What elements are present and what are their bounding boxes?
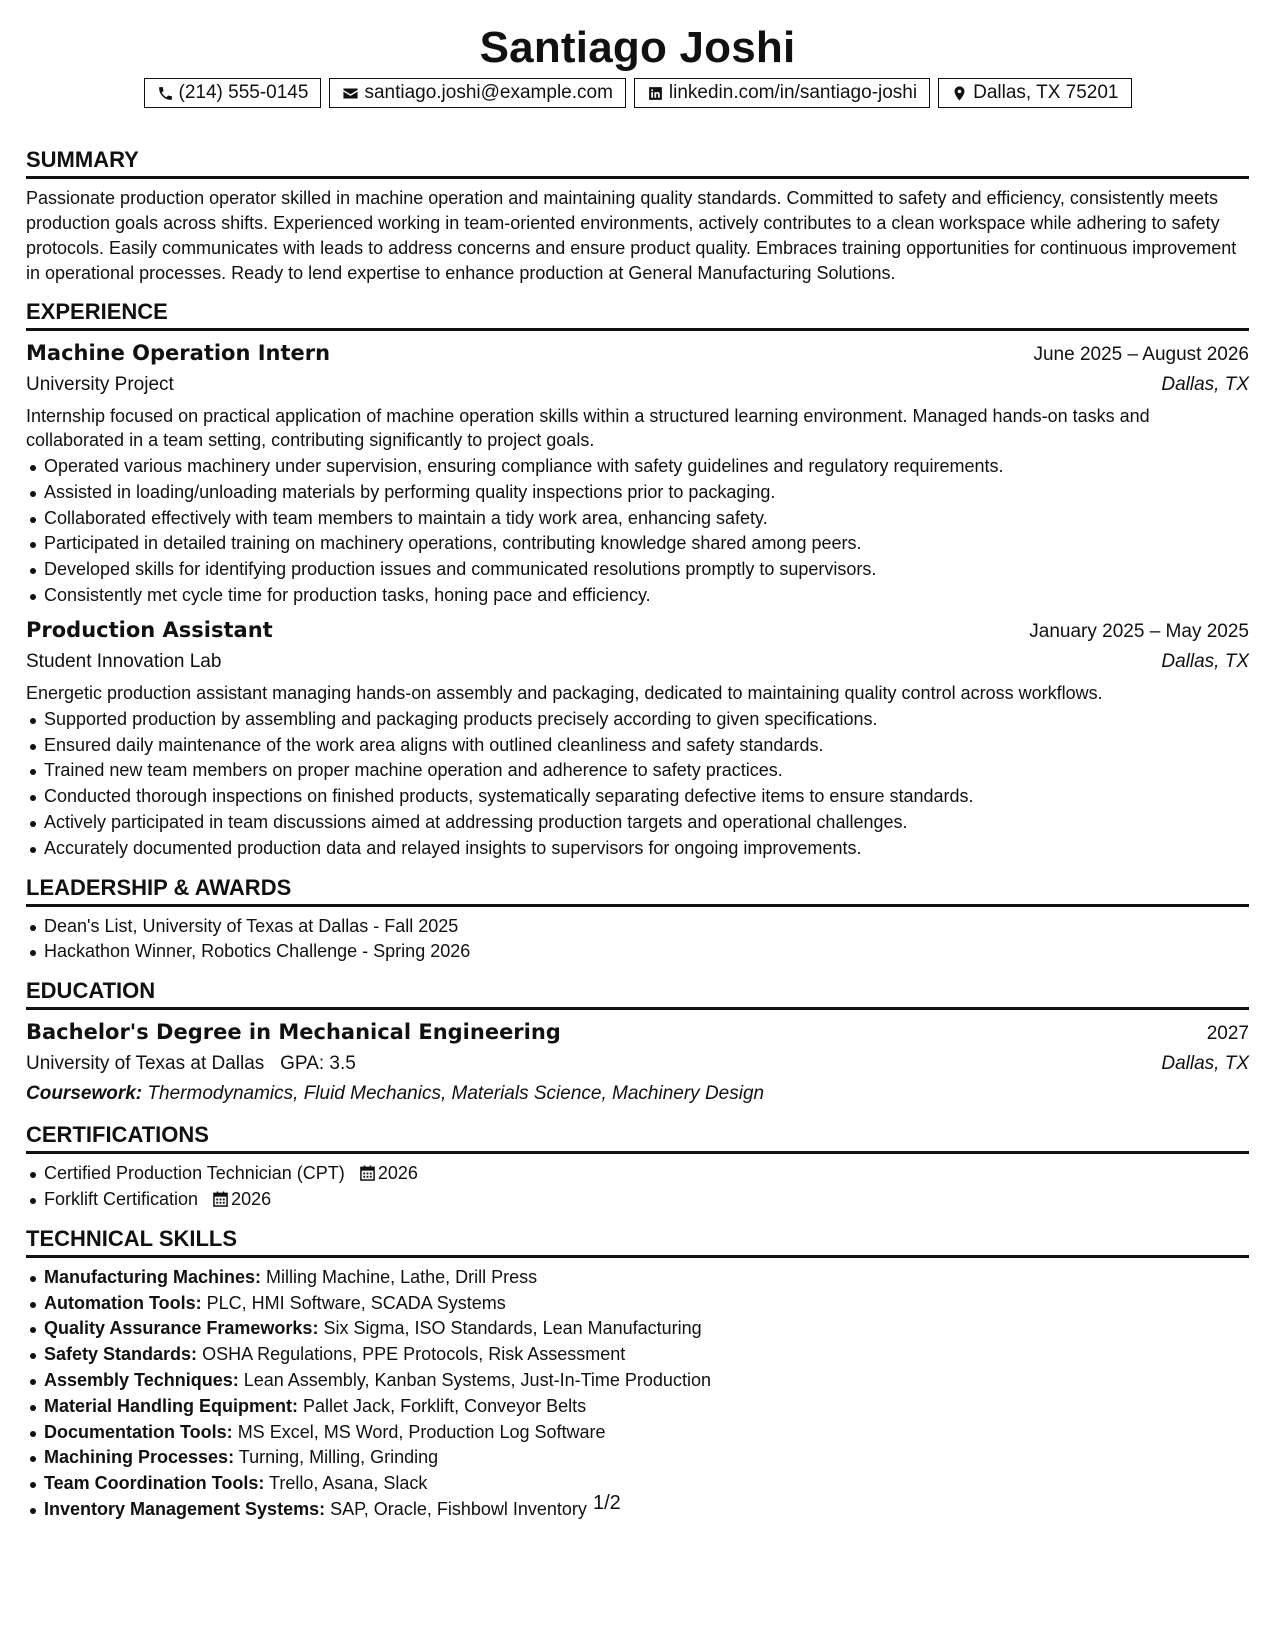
school-line bbox=[26, 1049, 356, 1079]
list-item bbox=[26, 1471, 1249, 1497]
job-location: Dallas, TX bbox=[1161, 374, 1249, 395]
education-section bbox=[26, 977, 1249, 1109]
skill-category: Machining Processes: bbox=[44, 1447, 235, 1468]
section-title: EDUCATION bbox=[26, 977, 1249, 1010]
skill-category: Assembly Techniques: bbox=[44, 1369, 239, 1390]
experience-section bbox=[26, 298, 1249, 862]
skill-values: Lean Assembly, Kanban Systems, Just-In-Time Production bbox=[243, 1369, 711, 1390]
coursework-label: Coursework: bbox=[26, 1083, 143, 1105]
location-text: Dallas, TX 75201 bbox=[973, 82, 1119, 103]
list-item: Developed skills for identifying production issues and communicated resolutions promptly to supervisors. bbox=[26, 557, 1249, 583]
map-pin-icon bbox=[951, 85, 968, 102]
certification-name: Forklift Certification bbox=[44, 1188, 199, 1209]
job-description: Internship focused on practical application of machine operation skills within a structured learning environment. Managed hands-on tasks and collaborated in a team setting, contributing significantly to project goals. bbox=[26, 406, 1150, 450]
section-title: LEADERSHIP & AWARDS bbox=[26, 874, 1249, 907]
degree: Bachelor's Degree in Mechanical Engineering bbox=[26, 1020, 561, 1045]
job-bullets bbox=[26, 454, 1249, 609]
list-item: Accurately documented production data and relayed insights to supervisors for ongoing improvements. bbox=[26, 836, 1249, 862]
certification-year: 2026 bbox=[377, 1163, 418, 1184]
school-location: Dallas, TX bbox=[1161, 1053, 1249, 1075]
skill-values: Milling Machine, Lathe, Drill Press bbox=[266, 1266, 538, 1287]
list-item: Supported production by assembling and packaging products precisely according to given specifications. bbox=[26, 707, 1249, 733]
skill-values: OSHA Regulations, PPE Protocols, Risk Assessment bbox=[202, 1344, 626, 1365]
list-item: Assisted in loading/unloading materials by performing quality inspections prior to packaging. bbox=[26, 480, 1249, 506]
list-item: Ensured daily maintenance of the work area aligns with outlined cleanliness and safety standards. bbox=[26, 733, 1249, 759]
skill-values: Six Sigma, ISO Standards, Lean Manufacturing bbox=[323, 1318, 702, 1339]
section-title: SUMMARY bbox=[26, 146, 1249, 179]
list-item bbox=[26, 1316, 1249, 1342]
skill-values: MS Excel, MS Word, Production Log Software bbox=[237, 1421, 606, 1442]
skill-values: SAP, Oracle, Fishbowl Inventory bbox=[330, 1498, 587, 1519]
list-item bbox=[26, 1394, 1249, 1420]
skill-values: PLC, HMI Software, SCADA Systems bbox=[206, 1292, 506, 1313]
linkedin-text: linkedin.com/in/santiago-joshi bbox=[668, 82, 918, 103]
job-role: Machine Operation Intern bbox=[26, 341, 331, 365]
certification-name: Certified Production Technician (CPT) bbox=[44, 1163, 345, 1184]
job-entry bbox=[26, 338, 1249, 609]
skill-values: Pallet Jack, Forklift, Conveyor Belts bbox=[303, 1395, 587, 1416]
skill-values: Turning, Milling, Grinding bbox=[238, 1447, 439, 1468]
list-item: Conducted thorough inspections on finished products, systematically separating defective items to ensure standards. bbox=[26, 784, 1249, 810]
list-item bbox=[26, 1420, 1249, 1446]
list-item bbox=[26, 1187, 1249, 1213]
list-item: Trained new team members on proper machine operation and adherence to safety practices. bbox=[26, 758, 1249, 784]
skill-category: Team Coordination Tools: bbox=[44, 1473, 265, 1494]
section-title: CERTIFICATIONS bbox=[26, 1121, 1249, 1154]
list-item: Consistently met cycle time for production tasks, honing pace and efficiency. bbox=[26, 583, 1249, 609]
job-bullets bbox=[26, 707, 1249, 862]
skill-category: Documentation Tools: bbox=[44, 1421, 233, 1442]
phone-icon bbox=[157, 85, 174, 102]
calendar-icon bbox=[350, 1163, 378, 1183]
skill-category: Quality Assurance Frameworks: bbox=[44, 1318, 319, 1339]
email-text: santiago.joshi@example.com bbox=[364, 82, 613, 103]
list-item: Hackathon Winner, Robotics Challenge - Spring 2026 bbox=[26, 939, 1249, 965]
gpa: GPA: 3.5 bbox=[280, 1053, 356, 1075]
skill-values: Trello, Asana, Slack bbox=[269, 1473, 428, 1494]
list-item: Collaborated effectively with team members to maintain a tidy work area, enhancing safety. bbox=[26, 506, 1249, 532]
list-item bbox=[26, 1445, 1249, 1471]
skills-list bbox=[26, 1265, 1249, 1523]
section-title: TECHNICAL SKILLS bbox=[26, 1225, 1249, 1258]
list-item bbox=[26, 1497, 1249, 1523]
summary-section bbox=[26, 146, 1249, 286]
contact-bar bbox=[26, 78, 1249, 108]
job-dates: January 2025 – May 2025 bbox=[1029, 620, 1249, 642]
school-name: University of Texas at Dallas bbox=[26, 1053, 265, 1075]
candidate-name: Santiago Joshi bbox=[479, 23, 796, 72]
summary-text: Passionate production operator skilled in machine operation and maintaining quality standards. Committed to safety and efficiency, consistently meets production goals across shifts. Experienced working in team-oriented environments, actively contributes to a clean workspace while adhering to safety protocols. Easily communicates with leads to address concerns and ensure product quality. Embraces training opportunities for continuous improvement in operational processes. Ready to lend expertise to enhance production at General Manufacturing Solutions. bbox=[26, 188, 1237, 283]
list-item bbox=[26, 1342, 1249, 1368]
skill-category: Material Handling Equipment: bbox=[44, 1395, 299, 1416]
job-dates: June 2025 – August 2026 bbox=[1033, 344, 1249, 365]
coursework bbox=[26, 1079, 1249, 1109]
skill-category: Automation Tools: bbox=[44, 1292, 202, 1313]
certification-year: 2026 bbox=[231, 1188, 272, 1209]
list-item bbox=[26, 1161, 1249, 1187]
leadership-section bbox=[26, 874, 1249, 966]
list-item: Dean's List, University of Texas at Dallas - Fall 2025 bbox=[26, 914, 1249, 940]
email-contact[interactable] bbox=[329, 78, 625, 108]
graduation-year: 2027 bbox=[1206, 1023, 1249, 1045]
envelope-icon bbox=[342, 85, 359, 102]
section-title: EXPERIENCE bbox=[26, 298, 1249, 331]
certifications-section bbox=[26, 1121, 1249, 1213]
calendar-icon bbox=[203, 1189, 231, 1209]
skill-category: Inventory Management Systems: bbox=[44, 1498, 326, 1519]
certifications-list bbox=[26, 1161, 1249, 1213]
list-item: Participated in detailed training on machinery operations, contributing knowledge shared among peers. bbox=[26, 531, 1249, 557]
skill-category: Safety Standards: bbox=[44, 1344, 198, 1365]
location-contact bbox=[938, 78, 1131, 108]
list-item bbox=[26, 1368, 1249, 1394]
job-org: Student Innovation Lab bbox=[26, 650, 222, 672]
awards-list bbox=[26, 914, 1249, 966]
skill-category: Manufacturing Machines: bbox=[44, 1266, 262, 1287]
coursework-list: Thermodynamics, Fluid Mechanics, Materials Science, Machinery Design bbox=[147, 1083, 765, 1105]
job-location: Dallas, TX bbox=[1161, 650, 1249, 672]
list-item: Operated various machinery under supervision, ensuring compliance with safety guidelines and regulatory requirements. bbox=[26, 454, 1249, 480]
list-item bbox=[26, 1265, 1249, 1291]
resume-page bbox=[26, 22, 1249, 1523]
job-org: University Project bbox=[26, 374, 174, 395]
job-role: Production Assistant bbox=[26, 617, 273, 642]
job-description: Energetic production assistant managing hands-on assembly and packaging, dedicated to maintaining quality control across workflows. bbox=[26, 682, 1103, 703]
skills-section bbox=[26, 1225, 1249, 1523]
job-entry bbox=[26, 615, 1249, 862]
phone-text: (214) 555-0145 bbox=[178, 82, 309, 103]
linkedin-icon bbox=[647, 85, 664, 102]
phone-contact bbox=[144, 78, 322, 108]
page-number: 1/2 bbox=[593, 1492, 621, 1514]
list-item bbox=[26, 1291, 1249, 1317]
linkedin-contact[interactable] bbox=[634, 78, 930, 108]
list-item: Actively participated in team discussions aimed at addressing production targets and operational challenges. bbox=[26, 810, 1249, 836]
